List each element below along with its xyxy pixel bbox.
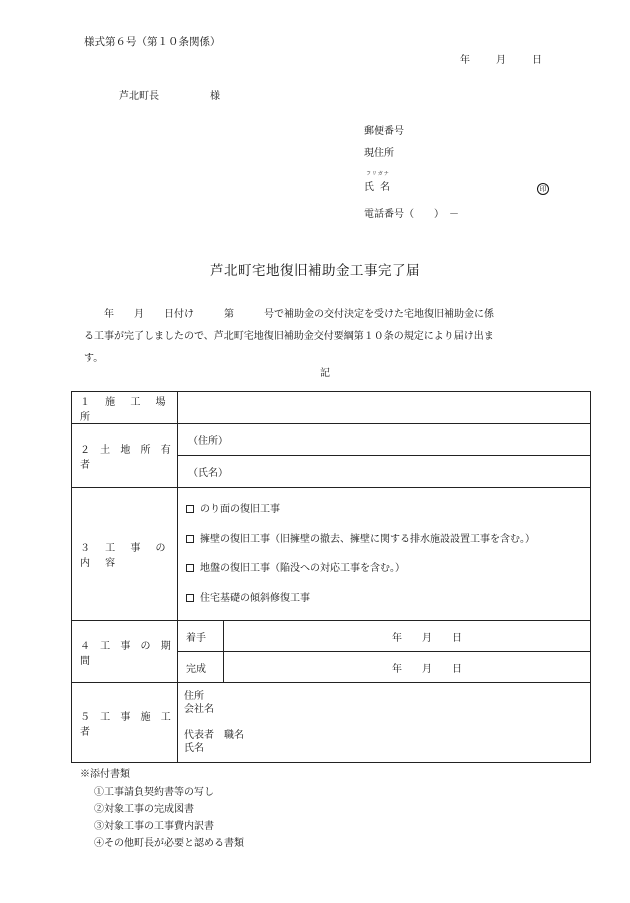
date-day: 日	[532, 55, 542, 66]
checkbox[interactable]	[186, 564, 194, 572]
body-line: る工事が完了しましたので、芦北町宅地復旧補助金交付要綱第１０条の規定により届け出ま	[84, 331, 494, 342]
end-label: 完成	[178, 652, 224, 683]
contractor-field[interactable]	[178, 683, 591, 763]
row-work-content	[72, 488, 591, 621]
option-label: 擁壁の復旧工事（旧擁壁の撤去、擁壁に関する排水施設設置工事を含む。）	[200, 533, 535, 545]
attachment-item: ②対象工事の完成図書	[94, 804, 194, 815]
attachments-title: ※添付書類	[80, 769, 130, 780]
row-land-owner	[72, 424, 591, 456]
start-label: 着手	[178, 621, 224, 652]
body-line: 年 月 日付け 第 号で補助金の交付決定を受けた宅地復旧補助金に係	[84, 309, 494, 320]
work-content-label: ３ 工 事 の 内 容	[72, 488, 178, 621]
body-paragraph	[84, 304, 578, 370]
start-year: 年	[392, 632, 402, 644]
option-ground-repair[interactable]	[178, 554, 590, 584]
contractor-company-label: 会社名	[184, 704, 214, 715]
end-day: 日	[452, 663, 462, 675]
phone-label: 電話番号（ ） －	[364, 209, 459, 220]
start-day: 日	[452, 632, 462, 644]
end-year: 年	[392, 663, 402, 675]
attachment-item: ①工事請負契約書等の写し	[94, 787, 214, 798]
attachment-item: ③対象工事の工事費内訳書	[94, 821, 214, 832]
checkbox[interactable]	[186, 505, 194, 513]
row-period-start	[72, 621, 591, 652]
document-title: 芦北町宅地復旧補助金工事完了届	[210, 263, 420, 279]
addressee-honorific: 様	[210, 91, 220, 102]
land-owner-address-field[interactable]: （住所）	[178, 424, 591, 456]
address-label: 現住所	[364, 148, 394, 159]
construction-site-field[interactable]	[178, 392, 591, 424]
form-number: 様式第６号（第１０条関係）	[84, 36, 221, 48]
date-month: 月	[496, 55, 506, 66]
checkbox[interactable]	[186, 535, 194, 543]
option-label: 住宅基礎の傾斜修復工事	[200, 592, 310, 604]
contractor-name-label: 氏名	[184, 743, 204, 754]
option-retaining-wall[interactable]	[178, 525, 590, 555]
row-construction-site	[72, 392, 591, 424]
contractor-rep-label: 代表者 職名	[184, 730, 244, 741]
ki-heading: 記	[320, 368, 330, 379]
contractor-label: ５ 工 事 施 工 者	[72, 683, 178, 763]
option-label: 地盤の復旧工事（陥没への対応工事を含む。）	[200, 563, 405, 574]
row-contractor	[72, 683, 591, 763]
contractor-address-label: 住所	[184, 691, 204, 702]
end-month: 月	[422, 663, 432, 675]
applicant-name-label: 氏名	[364, 182, 396, 193]
end-date-field[interactable]	[224, 652, 591, 683]
form-table	[71, 391, 591, 763]
postal-code-label: 郵便番号	[364, 126, 404, 137]
furigana-label: フリガナ	[366, 171, 390, 177]
option-slope-repair[interactable]	[178, 495, 590, 525]
land-owner-name-field[interactable]: （氏名）	[178, 456, 591, 488]
land-owner-label: ２ 土 地 所 有 者	[72, 424, 178, 488]
body-line: す。	[84, 353, 104, 364]
work-content-options	[178, 488, 591, 621]
attachment-item: ④その他町長が必要と認める書類	[94, 838, 244, 849]
option-foundation-tilt[interactable]	[178, 584, 590, 614]
start-month: 月	[422, 632, 432, 644]
date-year: 年	[460, 55, 470, 66]
construction-site-label: １ 施 工 場 所	[72, 392, 178, 424]
work-period-label: ４ 工 事 の 期 間	[72, 621, 178, 683]
checkbox[interactable]	[186, 594, 194, 602]
addressee-mayor: 芦北町長	[119, 91, 159, 102]
seal-mark: 印	[537, 183, 549, 195]
start-date-field[interactable]	[224, 621, 591, 652]
option-label: のり面の復旧工事	[200, 504, 280, 515]
